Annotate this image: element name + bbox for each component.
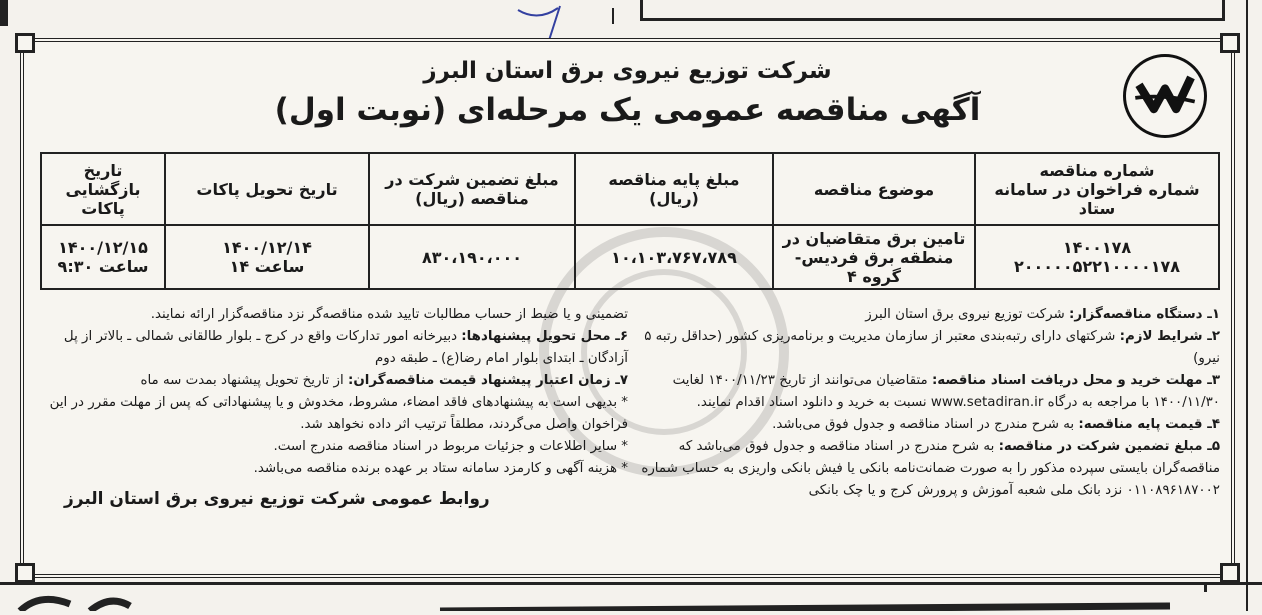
clause-label: ۵ـ مبلغ تضمین شرکت در مناقصه:: [998, 439, 1220, 454]
clause-text: دبیرخانه امور تدارکات واقع در کرج ـ بلوار طالقانی شمالی ـ بالاتر از پل آزادگان ـ ابتدای بلوار امام رضا(ع) ـ طبقه دوم: [63, 329, 628, 366]
tender-table: [40, 152, 1220, 290]
cell-guarantee-amount: ۸۳۰،۱۹۰،۰۰۰: [369, 225, 575, 289]
clause-text: به شرح مندرج در اسناد مناقصه و جدول فوق می‌باشد.: [772, 417, 1079, 432]
clauses-left-column: [40, 304, 628, 510]
neighbor-ad-top: [0, 0, 1262, 26]
clause-text: از تاریخ تحویل پیشنهاد بمدت سه ماه: [140, 373, 348, 388]
header-guarantee-amount: مبلغ تضمین شرکت در مناقصه (ریال): [369, 153, 575, 225]
public-relations-signature: روابط عمومی شرکت توزیع نیروی برق استان البرز: [64, 489, 490, 509]
clause-guarantee-continued: [40, 304, 628, 326]
header-base-amount: مبلغ پایه مناقصه (ریال): [575, 153, 773, 225]
clause-text: به شرح مندرج در اسناد مناقصه و جدول فوق می‌باشد که مناقصه‌گران بایستی سپرده مذکور را به صورت ضمانت‌نامه بانکی یا فیش بانکی واریزی به حساب شماره ۰۱۱۰۸۹۶۱۸۷۰۰۲ نزد بانک ملی شعبه آموزش و پرورش کرج و یا چک بانکی: [641, 439, 1220, 498]
clause-label: ۳ـ مهلت خرید و محل دریافت اسناد مناقصه:: [931, 373, 1220, 388]
note-other-info: [40, 436, 628, 458]
frame-corner: [15, 563, 35, 583]
clause-guarantee: [636, 436, 1220, 502]
frame-corner: [15, 33, 35, 53]
clauses-right-column: [636, 304, 1220, 502]
clause-requirements: [636, 326, 1220, 370]
clause-text: * بدیهی است به پیشنهادهای فاقد امضاء، مشروط، مخدوش و یا پیشنهاداتی که پس از مهلت مقرر در این فراخوان واصل می‌گردند، مطلقاً ترتیب اثر داده نخواهد شد.: [49, 395, 628, 432]
ad-body: [40, 304, 1220, 572]
cell-subject: تامین برق متقاضیان در منطقه برق فردیس-گروه ۴: [773, 225, 975, 289]
cell-base-amount: ۱۰،۱۰۳،۷۶۷،۷۸۹: [575, 225, 773, 289]
header-tender-number: شماره مناقصه شماره فراخوان در سامانه ستاد: [975, 153, 1219, 225]
clause-text: تضمینی و یا ضبط از حساب مطالبات تایید شده مناقصه‌گر نزد مناقصه‌گزار ارائه نمایند.: [150, 307, 628, 322]
tender-ad-frame: [20, 38, 1235, 578]
header-opening-date: تاریخ بازگشایی پاکات: [41, 153, 165, 225]
clause-validity: [40, 370, 628, 392]
company-name: شرکت توزیع نیروی برق استان البرز: [423, 58, 832, 84]
frame-corner: [1220, 33, 1240, 53]
clause-tender-authority: [636, 304, 1220, 326]
clause-text: * سایر اطلاعات و جزئیات مربوط در اسناد مناقصه مندرج است.: [273, 439, 628, 454]
clause-text: شرکتهای دارای رتبه‌بندی معتبر از سازمان مدیریت و برنامه‌ریزی کشور (حداقل رتبه ۵ نیرو): [644, 329, 1220, 366]
table-header-row: [41, 153, 1219, 225]
next-ad-header-icon: [0, 582, 1262, 611]
header-delivery-date: تاریخ تحویل پاکات: [165, 153, 369, 225]
clause-text: * هزینه آگهی و کارمزد سامانه ستاد بر عهده برنده مناقصه می‌باشد.: [253, 461, 628, 476]
cell-delivery-date: ۱۴۰۰/۱۲/۱۴ ساعت ۱۴: [165, 225, 369, 289]
clause-label: ۴ـ قیمت پایه مناقصه:: [1078, 417, 1220, 432]
neighbor-ad-bottom: [0, 582, 1262, 611]
cell-opening-date: ۱۴۰۰/۱۲/۱۵ ساعت ۹:۳۰: [41, 225, 165, 289]
frame-corner: [1220, 563, 1240, 583]
clause-text: متقاضیان می‌توانند از تاریخ ۱۴۰۰/۱۱/۲۳ لغایت ۱۴۰۰/۱۱/۳۰ با مراجعه به درگاه www.setadiran.ir نسبت به خرید و دانلود اسناد اقدام نمایند.: [672, 373, 1220, 410]
clause-label: ۲ـ شرایط لازم:: [1119, 329, 1220, 344]
clause-text: شرکت توزیع نیروی برق استان البرز: [865, 307, 1070, 322]
ad-title: آگهی مناقصه عمومی یک مرحله‌ای (نوبت اول): [274, 92, 981, 128]
header-subject: موضوع مناقصه: [773, 153, 975, 225]
clause-purchase-deadline: [636, 370, 1220, 414]
clause-label: ۷ـ زمان اعتبار پیشنهاد قیمت مناقصه‌گران:: [347, 373, 628, 388]
table-row: [41, 225, 1219, 289]
clause-delivery-place: [40, 326, 628, 370]
clause-label: ۱ـ دستگاه مناقصه‌گزار:: [1069, 307, 1220, 322]
clause-label: ۶ـ محل تحویل پیشنهادها:: [461, 329, 628, 344]
note-ad-cost: [40, 458, 628, 480]
note-invalid-bids: [40, 392, 628, 436]
cell-tender-number: ۱۴۰۰۱۷۸ ۲۰۰۰۰۰۵۲۲۱۰۰۰۰۱۷۸: [975, 225, 1219, 289]
clause-base-price: [636, 414, 1220, 436]
